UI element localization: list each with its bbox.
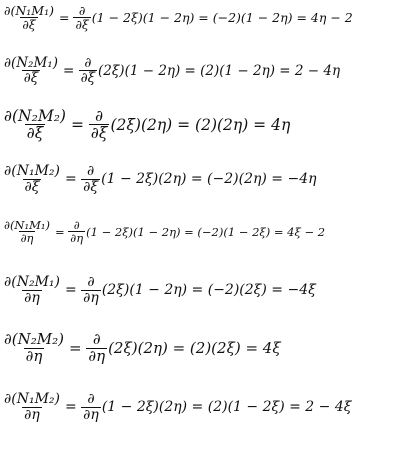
- lhs-numerator: ∂(N₂M₂): [4, 107, 66, 125]
- operator-numerator: ∂: [87, 163, 95, 179]
- operator-numerator: ∂: [78, 3, 86, 18]
- lhs-numerator: ∂(N₁M₂): [4, 391, 60, 407]
- lhs-denominator: ∂η: [20, 231, 34, 246]
- lhs-fraction: [3, 275, 61, 305]
- equation-8: [3, 392, 351, 422]
- lhs-numerator: ∂(N₁M₁): [4, 218, 50, 232]
- operator-numerator: ∂: [95, 107, 104, 125]
- equation-3: [3, 108, 290, 142]
- equation-rhs: (1 − 2ξ)(1 − 2η) = (−2)(1 − 2η) = 4η − 2: [91, 10, 353, 26]
- lhs-numerator: ∂(N₁M₂): [4, 163, 60, 179]
- equation-4: [3, 164, 317, 194]
- operator-denominator: ∂η: [70, 231, 84, 246]
- equation-rhs: (1 − 2ξ)(2η) = (2)(1 − 2ξ) = 2 − 4ξ: [101, 399, 352, 416]
- derivative-operator: [86, 332, 107, 365]
- equals-sign: =: [58, 10, 74, 26]
- equation-rhs: (2ξ)(1 − 2η) = (2)(1 − 2η) = 2 − 4η: [98, 62, 341, 79]
- equals-sign: =: [64, 171, 82, 188]
- lhs-fraction: [3, 219, 51, 244]
- equation-rhs: (2ξ)(1 − 2η) = (−2)(2ξ) = −4ξ: [101, 282, 316, 299]
- operator-denominator: ∂ξ: [75, 17, 89, 33]
- lhs-numerator: ∂(N₂M₁): [4, 274, 60, 290]
- operator-denominator: ∂η: [83, 406, 99, 423]
- equals-sign: =: [68, 339, 87, 358]
- lhs-fraction: [3, 164, 61, 194]
- lhs-denominator: ∂ξ: [23, 70, 39, 87]
- equation-rhs: (1 − 2ξ)(2η) = (−2)(2η) = −4η: [101, 171, 317, 188]
- equals-sign: =: [64, 399, 82, 416]
- lhs-denominator: ∂ξ: [26, 124, 44, 143]
- operator-numerator: ∂: [84, 55, 92, 71]
- lhs-fraction: [3, 108, 67, 142]
- derivative-operator: [73, 4, 90, 31]
- equals-sign: =: [54, 224, 69, 239]
- lhs-numerator: ∂(N₂M₂): [4, 330, 64, 348]
- lhs-fraction: [3, 56, 59, 85]
- operator-denominator: ∂η: [83, 289, 99, 306]
- derivative-operator: [81, 392, 101, 422]
- equation-5: [3, 219, 325, 244]
- lhs-denominator: ∂ξ: [22, 17, 36, 33]
- lhs-fraction: [3, 392, 61, 422]
- equals-sign: =: [62, 62, 79, 79]
- equation-rhs: (1 − 2ξ)(1 − 2η) = (−2)(1 − 2ξ) = 4ξ − 2: [86, 224, 326, 239]
- equation-rhs: (2ξ)(2η) = (2)(2η) = 4η: [110, 115, 291, 134]
- derivative-operator: [81, 275, 101, 305]
- operator-numerator: ∂: [92, 330, 101, 348]
- operator-denominator: ∂ξ: [83, 178, 99, 195]
- operator-denominator: ∂ξ: [90, 124, 108, 143]
- equation-1: [3, 4, 369, 31]
- equation-7: [3, 332, 281, 365]
- operator-denominator: ∂ξ: [80, 70, 96, 87]
- lhs-fraction: [3, 4, 55, 31]
- operator-numerator: ∂: [87, 274, 95, 290]
- derivative-operator: [79, 56, 97, 85]
- derivative-operator: [81, 164, 100, 194]
- lhs-denominator: ∂η: [24, 406, 40, 423]
- operator-numerator: ∂: [87, 391, 95, 407]
- lhs-denominator: ∂ξ: [24, 178, 40, 195]
- derivative-operator: [89, 108, 110, 142]
- derivative-operator: [68, 219, 85, 244]
- lhs-numerator: ∂(N₁M₁): [4, 3, 54, 18]
- equation-rhs: (2ξ)(2η) = (2)(2ξ) = 4ξ: [108, 339, 281, 358]
- lhs-numerator: ∂(N₂M₁): [4, 55, 58, 71]
- lhs-denominator: ∂η: [24, 289, 40, 306]
- equation-2: [3, 56, 340, 85]
- operator-numerator: ∂: [73, 218, 80, 232]
- lhs-denominator: ∂η: [25, 346, 43, 365]
- lhs-fraction: [3, 332, 65, 365]
- equals-sign: =: [64, 282, 82, 299]
- operator-denominator: ∂η: [88, 346, 106, 365]
- equals-sign: =: [70, 115, 89, 134]
- equation-6: [3, 275, 316, 305]
